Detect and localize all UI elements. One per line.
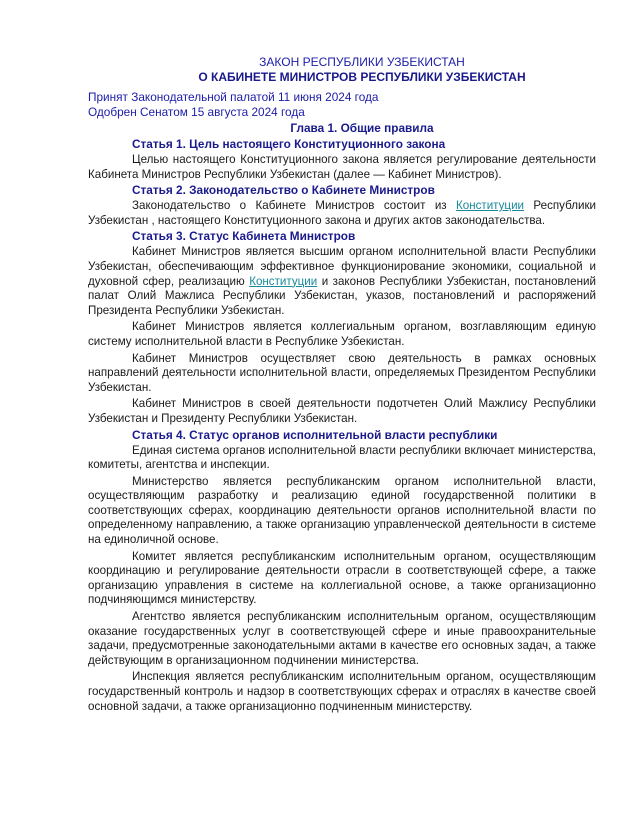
text-segment: Кабинет Министров является высшим органом исполнительной власти Республики Узбекистан, обеспечивающим эффективное функционирование экономики, социальной и духовной сфер, реализацию [88,245,596,288]
text-segment: и законов Республики Узбекистан, постановлений палат Олий Мажлиса Республики Узбекистан, указов, постановлений и распоряжений Президента Республики Узбекистан. [88,274,596,317]
constitution-link[interactable]: Конституции [456,199,525,213]
article-4-paragraph-2: Министерство является республиканским органом исполнительной власти, осуществляющим разработку и реализацию единой государственной политики в соответствующих сферах, координацию деятельности органов исполнительной власти по определенному направлению, а также организацию управленческой деятельности в системе на единоличной основе. [88,474,596,547]
article-2-heading: Статья 2. Законодательство о Кабинете Министров [132,183,435,198]
adopted-date: Принят Законодательной палатой 11 июня 2024 года [88,90,379,104]
article-3-paragraph-4: Кабинет Министров в своей деятельности подотчетен Олий Мажлису Республики Узбекистан и Президенту Республики Узбекистан. [88,397,596,425]
article-3-paragraph-2: Кабинет Министров является коллегиальным органом, возглавляющим единую систему исполнительной власти в Республике Узбекистан. [88,320,596,348]
article-4-paragraph-5: Инспекция является республиканским исполнительным органом, осуществляющим государственный контроль и надзор в соответствующих сферах и отраслях в качестве своей основной задачи, а также организационно подчиненным министерству. [88,670,596,713]
text-segment: Законодательство о Кабинете Министров состоит из [132,199,456,213]
chapter-heading: Глава 1. Общие правила [290,121,434,135]
article-1-heading: Статья 1. Цель настоящего Конституционного закона [132,137,446,151]
law-subtitle: О КАБИНЕТЕ МИНИСТРОВ РЕСПУБЛИКИ УЗБЕКИСТАН [198,70,526,84]
constitution-link[interactable]: Конституции [249,274,318,288]
law-title: ЗАКОН РЕСПУБЛИКИ УЗБЕКИСТАН [259,55,465,69]
article-4-paragraph-4: Агентство является республиканским исполнительным органом, осуществляющим оказание государственных услуг в соответствующей сфере и иные правоохранительные задачи, предусмотренные законодательными актами в качестве его основных задач, а также действующим в организационном подчинении министерства. [88,610,596,667]
text-segment: Республики Узбекистан , настоящего Конституционного закона и других актов законодательства. [88,199,596,227]
article-4-paragraph-1: Единая система органов исполнительной власти республики включает министерства, комитеты, агентства и инспекции. [88,443,596,472]
article-4-paragraph-3: Комитет является республиканским исполнительным органом, осуществляющим координацию и регулирование деятельности отрасли в соответствующей сфере, а также организацию управления в системе на коллегиальной основе, а также организационно подчиняющимся министерству. [88,549,596,607]
article-3-heading: Статья 3. Статус Кабинета Министров [132,229,356,244]
article-1-paragraph-1: Целью настоящего Конституционного закона является регулирование деятельности Кабинета Министров Республики Узбекистан (далее — Кабинет Министров). [88,153,596,181]
article-3-paragraph-1 [88,244,596,319]
article-4-heading: Статья 4. Статус органов исполнительной власти республики [132,427,498,442]
article-2-paragraph-1 [88,198,596,229]
article-3-paragraph-3: Кабинет Министров осуществляет свою деятельность в рамках основных направлений деятельности исполнительной власти, определяемых Президентом Республики Узбекистан. [88,351,596,394]
document-page [88,55,596,715]
approved-date: Одобрен Сенатом 15 августа 2024 года [88,105,305,119]
